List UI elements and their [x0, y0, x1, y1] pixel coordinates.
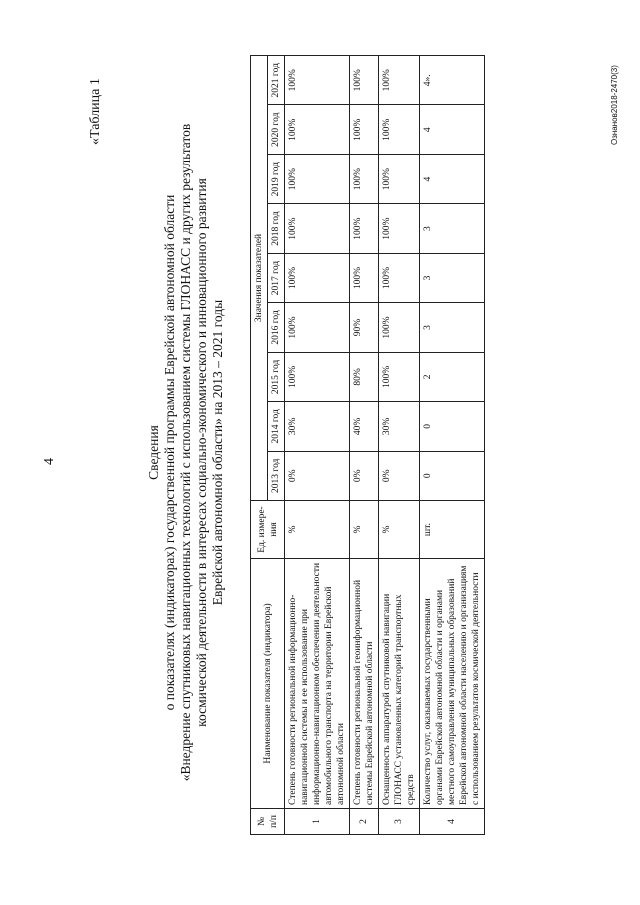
row-num: 4: [420, 809, 485, 835]
row-value: 0%: [285, 451, 350, 500]
heading-line-2: о показателях (индикаторах) государственной программы Еврейской автономной области: [162, 194, 177, 711]
row-value: 0%: [379, 451, 420, 500]
row-value: 100%: [285, 56, 350, 106]
row-value: 100%: [350, 253, 379, 302]
row-name: Оснащенность аппаратурой спутниковой навигации ГЛОНАСС установленных категорий транспортных средств: [379, 559, 420, 809]
row-value: 100%: [379, 154, 420, 203]
row-name: Степень готовности региональной информационно-навигационной системы и ее использование при информационно-навигационном обеспечении деятельности автомобильного транспорта на территории Еврейской автономной области: [285, 559, 350, 809]
header-year: 2017 год: [268, 253, 285, 302]
row-value: 0: [420, 402, 485, 451]
row-value: 100%: [285, 352, 350, 401]
header-year: 2020 год: [268, 105, 285, 154]
header-year: 2019 год: [268, 154, 285, 203]
row-unit: %: [285, 501, 350, 559]
row-unit: %: [350, 501, 379, 559]
header-year: 2018 год: [268, 204, 285, 253]
header-unit: Ед. измере-ния: [251, 501, 285, 559]
header-year: 2013 год: [268, 451, 285, 500]
row-value: 100%: [379, 352, 420, 401]
table-header-row: [251, 56, 268, 835]
table-row: [420, 56, 485, 835]
row-value: 100%: [350, 204, 379, 253]
row-value: 4: [420, 105, 485, 154]
row-value: 4».: [420, 56, 485, 106]
row-value: 100%: [379, 204, 420, 253]
row-value: 4: [420, 154, 485, 203]
header-year: 2016 год: [268, 303, 285, 352]
row-value: 3: [420, 303, 485, 352]
indicators-table: [250, 55, 485, 835]
table-row: [285, 56, 350, 835]
row-value: 100%: [350, 56, 379, 106]
row-num: 3: [379, 809, 420, 835]
row-value: 30%: [379, 402, 420, 451]
row-value: 100%: [285, 105, 350, 154]
row-value: 0%: [350, 451, 379, 500]
row-value: 30%: [285, 402, 350, 451]
row-num: 1: [285, 809, 350, 835]
row-value: 100%: [350, 105, 379, 154]
row-value: 2: [420, 352, 485, 401]
heading-line-5: Еврейской автономной области» на 2013 – 2021 годы: [210, 299, 225, 606]
row-value: 100%: [285, 253, 350, 302]
row-name: Количество услуг, оказываемых государственными органами Еврейской автономной области и органами местного самоуправления муниципальных образований Еврейской автономной области населению и организациям с использованием результатов космической деятельности: [420, 559, 485, 809]
row-value: 40%: [350, 402, 379, 451]
row-value: 3: [420, 204, 485, 253]
row-value: 100%: [285, 154, 350, 203]
row-value: 100%: [379, 105, 420, 154]
row-value: 3: [420, 253, 485, 302]
table-label: «Таблица 1: [88, 78, 103, 145]
row-name: Степень готовности региональной геоинформационной системы Еврейской автономной области: [350, 559, 379, 809]
row-value: 100%: [379, 303, 420, 352]
row-value: 80%: [350, 352, 379, 401]
row-value: 100%: [350, 154, 379, 203]
row-unit: шт.: [420, 501, 485, 559]
header-num: № п/п: [251, 809, 285, 835]
document-code: Ознанов2018-2470(3): [610, 65, 619, 145]
row-num: 2: [350, 809, 379, 835]
row-value: 100%: [379, 56, 420, 106]
header-values-group: Значения показателей: [251, 56, 268, 501]
header-name: Наименование показателя (индикатора): [251, 559, 285, 809]
document-heading: [146, 0, 226, 905]
row-value: 90%: [350, 303, 379, 352]
table-row: [350, 56, 379, 835]
table-row: [379, 56, 420, 835]
header-year: 2014 год: [268, 402, 285, 451]
header-year: 2015 год: [268, 352, 285, 401]
row-value: 100%: [379, 253, 420, 302]
header-year: 2021 год: [268, 56, 285, 106]
page-number: 4: [42, 458, 57, 465]
heading-line-1: Сведения: [146, 425, 161, 480]
row-value: 100%: [285, 303, 350, 352]
heading-line-3: «Внедрение спутниковых навигационных технологий с использованием системы ГЛОНАСС и других результатов: [178, 123, 193, 782]
row-value: 0: [420, 451, 485, 500]
row-unit: %: [379, 501, 420, 559]
row-value: 100%: [285, 204, 350, 253]
heading-line-4: космической деятельности в интересах социально-экономического и инновационного развития: [194, 178, 209, 727]
